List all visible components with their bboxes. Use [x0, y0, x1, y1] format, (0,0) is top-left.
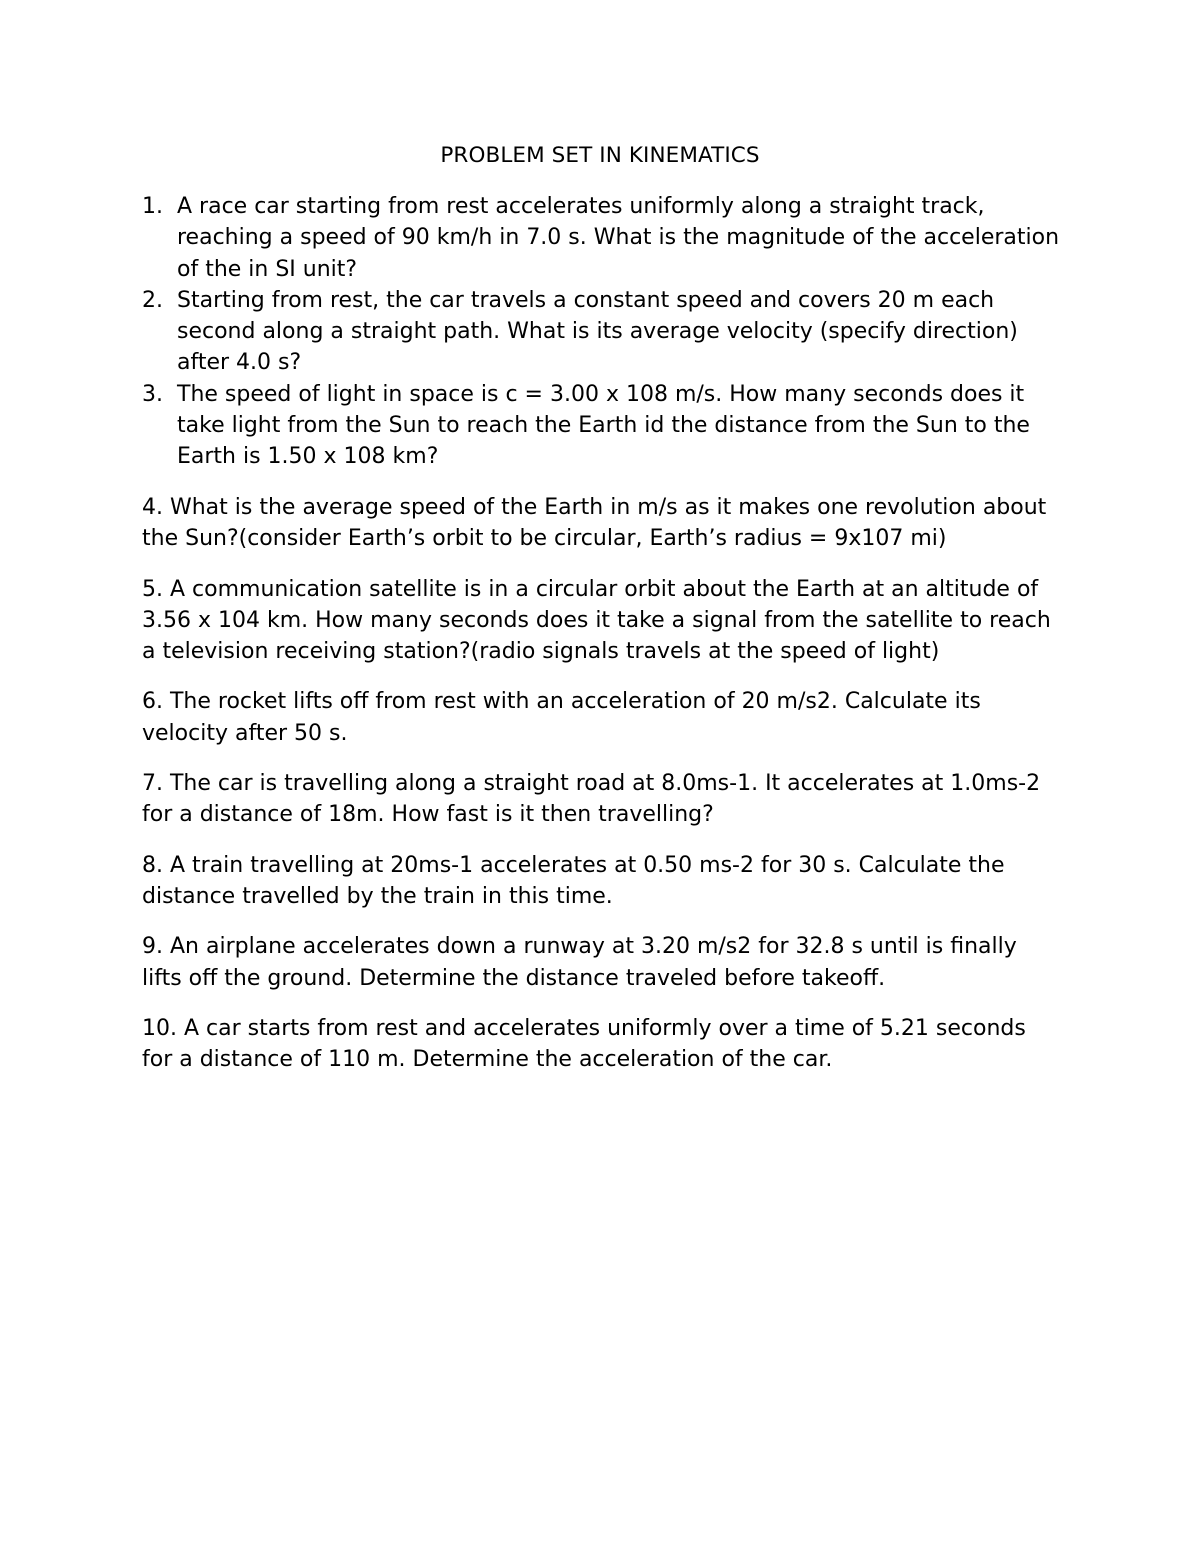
problem-number: 2.: [142, 287, 163, 313]
problem-item-7: 7. The car is travelling along a straight road at 8.0ms-1. It accelerates at 1.0ms-2 for a distance of 18m. How fast is it then travelling?: [142, 771, 1041, 828]
problem-number: 3.: [142, 381, 163, 407]
problem-item-4: 4. What is the average speed of the Earth in m/s as it makes one revolution about the Sun?(consider Earth’s orbit to be circular, Earth’s radius = 9x107 mi): [142, 495, 1047, 552]
problem-text: Starting from rest, the car travels a constant speed and covers 20 m each second along a straight path. What is its average velocity (specify direction) after 4.0 s?: [177, 287, 1018, 376]
page-title: PROBLEM SET IN KINEMATICS: [440, 143, 760, 168]
problem-item-8: 8. A train travelling at 20ms-1 accelerates at 0.50 ms-2 for 30 s. Calculate the distance travelled by the train in this time.: [142, 852, 1005, 909]
problem-item-5: 5. A communication satellite is in a circular orbit about the Earth at an altitude of 3.56 x 104 km. How many seconds does it take a signal from the satellite to reach a television receiving station?(radio signals travels at the speed of light): [142, 576, 1051, 665]
problem-item-10: 10. A car starts from rest and accelerates uniformly over a time of 5.21 seconds for a distance of 110 m. Determine the acceleration of the car.: [142, 1015, 1026, 1073]
problem-item-6: 6. The rocket lifts off from rest with an acceleration of 20 m/s2. Calculate its velocity after 50 s.: [142, 689, 981, 746]
problem-text: A race car starting from rest accelerates uniformly along a straight track, reaching a speed of 90 km/h in 7.0 s. What is the magnitude of the acceleration of the in SI unit?: [177, 194, 1060, 282]
problem-number: 1.: [142, 194, 163, 219]
problem-item-3: [142, 379, 1062, 473]
problem-item-2: [142, 285, 1062, 379]
numbered-problem-list: [142, 191, 1062, 473]
problem-item-9: 9. An airplane accelerates down a runway at 3.20 m/s2 for 32.8 s until is finally lifts off the ground. Determine the distance traveled before takeoff.: [142, 934, 1017, 991]
problem-item-1: [142, 191, 1062, 285]
problem-text: The speed of light in space is c = 3.00 x 108 m/s. How many seconds does it take light from the Sun to reach the Earth id the distance from the Sun to the Earth is 1.50 x 108 km?: [177, 381, 1030, 470]
paragraph-problem-list: [142, 492, 1062, 1094]
